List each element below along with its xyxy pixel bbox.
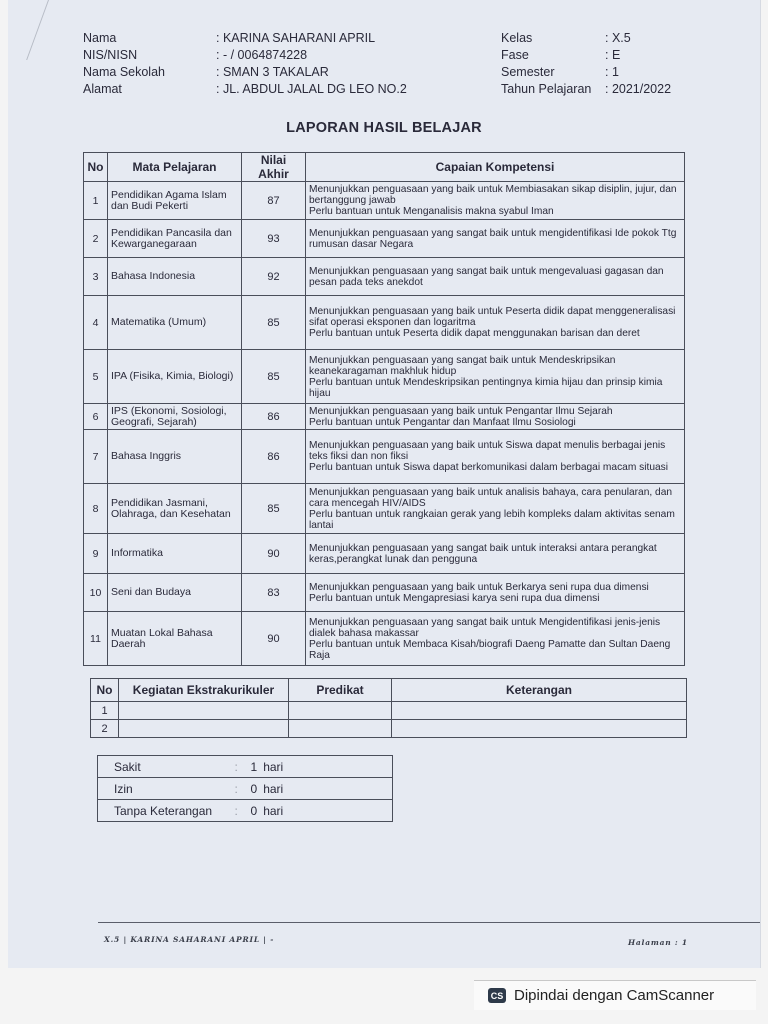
attendance-row — [98, 800, 393, 822]
subject-name: Bahasa Inggris — [108, 430, 242, 484]
activity-remarks — [392, 702, 687, 720]
extracurricular-row — [91, 720, 687, 738]
report-card-page — [8, 0, 761, 968]
identity-value: : E — [605, 48, 621, 62]
activity-name — [119, 702, 289, 720]
identity-label: Semester — [501, 65, 555, 79]
identity-value: : 2021/2022 — [605, 82, 672, 96]
grade-number: 6 — [84, 404, 108, 430]
activity-name — [119, 720, 289, 738]
attendance-value — [248, 800, 393, 822]
identity-label: Nama — [83, 31, 117, 45]
attendance-value — [248, 756, 393, 778]
final-score: 93 — [242, 220, 306, 258]
grades-row — [84, 574, 685, 612]
subject-name: Bahasa Indonesia — [108, 258, 242, 296]
identity-label: Kelas — [501, 31, 533, 45]
grade-number: 11 — [84, 612, 108, 666]
column-header-competency: Capaian Kompetensi — [306, 153, 685, 182]
competency-description: Menunjukkan penguasaan yang sangat baik untuk interaksi antara perangkat keras,perangkat lunak dan pengguna — [306, 534, 685, 574]
competency-description: Menunjukkan penguasaan yang baik untuk Membiasakan sikap disiplin, jujur, dan bertanggung jawab Perlu bantuan untuk Menganalisis makna syabul Iman — [306, 182, 685, 220]
grades-row — [84, 534, 685, 574]
grade-number: 2 — [84, 220, 108, 258]
identity-value: : 1 — [605, 65, 619, 79]
page-title: LAPORAN HASIL BELAJAR — [286, 120, 482, 136]
final-score: 85 — [242, 350, 306, 404]
attendance-label: Tanpa Keterangan — [98, 800, 232, 822]
identity-label: NIS/NISN — [83, 48, 138, 62]
identity-value: : SMAN 3 TAKALAR — [216, 65, 329, 79]
subject-name: IPA (Fisika, Kimia, Biologi) — [108, 350, 242, 404]
grades-row — [84, 258, 685, 296]
attendance-row — [98, 778, 393, 800]
competency-description: Menunjukkan penguasaan yang sangat baik untuk Mendeskripsikan keanekaragaman makhluk hidup Perlu bantuan untuk Mendeskripsikan pentingnya kimia hijau dan prinsip kimia hijau — [306, 350, 685, 404]
grade-number: 9 — [84, 534, 108, 574]
identity-value: : KARINA SAHARANI APRIL — [216, 31, 376, 45]
grades-header-row — [84, 153, 685, 182]
identity-value: : X.5 — [605, 31, 631, 45]
activity-number: 1 — [91, 702, 119, 720]
attendance-colon: : — [232, 756, 248, 778]
activity-predicate — [289, 720, 392, 738]
activity-number: 2 — [91, 720, 119, 738]
grade-number: 3 — [84, 258, 108, 296]
grades-table — [83, 152, 685, 666]
activity-remarks — [392, 720, 687, 738]
attendance-label: Izin — [98, 778, 232, 800]
attendance-value — [248, 778, 393, 800]
extracurricular-table — [90, 678, 687, 738]
footer-student-info: X.5 | KARINA SAHARANI APRIL | - — [104, 935, 275, 944]
identity-value: : - / 0064874228 — [216, 48, 308, 62]
camscanner-icon: CS — [488, 988, 506, 1003]
attendance-count: 0 — [250, 803, 258, 818]
identity-value: : JL. ABDUL JALAL DG LEO NO.2 — [216, 82, 407, 96]
attendance-colon: : — [232, 778, 248, 800]
grade-number: 5 — [84, 350, 108, 404]
final-score: 85 — [242, 484, 306, 534]
grades-row — [84, 220, 685, 258]
competency-description: Menunjukkan penguasaan yang baik untuk Pengantar Ilmu Sejarah Perlu bantuan untuk Pengantar dan Manfaat Ilmu Sosiologi — [306, 404, 685, 430]
competency-description: Menunjukkan penguasaan yang sangat baik untuk mengidentifikasi Ide pokok Ttg rumusan dasar Negara — [306, 220, 685, 258]
grade-number: 4 — [84, 296, 108, 350]
competency-description: Menunjukkan penguasaan yang baik untuk analisis bahaya, cara penularan, dan cara mencegah HIV/AIDS Perlu bantuan untuk rangkaian gerak yang lebih kompleks dalam aktivitas senam lantai — [306, 484, 685, 534]
identity-label: Nama Sekolah — [83, 65, 165, 79]
identity-label: Tahun Pelajaran — [501, 82, 592, 96]
subject-name: Matematika (Umum) — [108, 296, 242, 350]
grades-row — [84, 430, 685, 484]
final-score: 92 — [242, 258, 306, 296]
grade-number: 8 — [84, 484, 108, 534]
activity-predicate — [289, 702, 392, 720]
camscanner-watermark — [474, 980, 756, 1010]
attendance-table — [97, 755, 393, 822]
competency-description: Menunjukkan penguasaan yang baik untuk Berkarya seni rupa dua dimensi Perlu bantuan untuk Mengapresiasi karya seni rupa dua dimensi — [306, 574, 685, 612]
column-header-predicate: Predikat — [289, 679, 392, 702]
attendance-unit: hari — [263, 759, 284, 774]
competency-description: Menunjukkan penguasaan yang sangat baik untuk mengevaluasi gagasan dan pesan pada teks anekdot — [306, 258, 685, 296]
grade-number: 1 — [84, 182, 108, 220]
attendance-colon: : — [232, 800, 248, 822]
competency-description: Menunjukkan penguasaan yang baik untuk Peserta didik dapat menggeneralisasi sifat operasi eksponen dan logaritma Perlu bantuan untuk Peserta didik dapat menggunakan barisan dan deret — [306, 296, 685, 350]
subject-name: Pendidikan Pancasila dan Kewarganegaraan — [108, 220, 242, 258]
final-score: 86 — [242, 404, 306, 430]
subject-name: Pendidikan Agama Islam dan Budi Pekerti — [108, 182, 242, 220]
competency-description: Menunjukkan penguasaan yang sangat baik untuk Mengidentifikasi jenis-jenis dialek bahasa makassar Perlu bantuan untuk Membaca Kisah/biografi Daeng Pamatte dan Sultan Daeng Raja — [306, 612, 685, 666]
extracurricular-row — [91, 702, 687, 720]
grades-row — [84, 404, 685, 430]
attendance-count: 0 — [250, 781, 258, 796]
final-score: 83 — [242, 574, 306, 612]
watermark-text: Dipindai dengan CamScanner — [514, 987, 715, 1004]
grade-number: 10 — [84, 574, 108, 612]
competency-description: Menunjukkan penguasaan yang baik untuk Siswa dapat menulis berbagai jenis teks fiksi dan non fiksi Perlu bantuan untuk Siswa dapat berkomunikasi dalam berbagai macam situasi — [306, 430, 685, 484]
subject-name: Informatika — [108, 534, 242, 574]
column-header-subject: Mata Pelajaran — [108, 153, 242, 182]
attendance-unit: hari — [263, 781, 284, 796]
column-header-activity: Kegiatan Ekstrakurikuler — [119, 679, 289, 702]
grades-row — [84, 182, 685, 220]
identity-label: Fase — [501, 48, 529, 62]
final-score: 87 — [242, 182, 306, 220]
attendance-unit: hari — [263, 803, 284, 818]
subject-name: Muatan Lokal Bahasa Daerah — [108, 612, 242, 666]
grades-row — [84, 296, 685, 350]
attendance-label: Sakit — [98, 756, 232, 778]
attendance-row — [98, 756, 393, 778]
paper-fold-line — [8, 0, 49, 60]
final-score: 86 — [242, 430, 306, 484]
column-header-remarks: Keterangan — [392, 679, 687, 702]
final-score: 90 — [242, 534, 306, 574]
grades-row — [84, 350, 685, 404]
final-score: 85 — [242, 296, 306, 350]
subject-name: Seni dan Budaya — [108, 574, 242, 612]
final-score: 90 — [242, 612, 306, 666]
grade-number: 7 — [84, 430, 108, 484]
column-header-no: No — [91, 679, 119, 702]
extracurricular-header-row — [91, 679, 687, 702]
identity-label: Alamat — [83, 82, 122, 96]
grades-row — [84, 484, 685, 534]
subject-name: IPS (Ekonomi, Sosiologi, Geografi, Sejarah) — [108, 404, 242, 430]
subject-name: Pendidikan Jasmani, Olahraga, dan Kesehatan — [108, 484, 242, 534]
attendance-count: 1 — [250, 759, 258, 774]
grades-row — [84, 612, 685, 666]
footer-divider — [98, 922, 761, 923]
column-header-no: No — [84, 153, 108, 182]
column-header-final-score: Nilai Akhir — [242, 153, 306, 182]
footer-page-number: Halaman : 1 — [628, 938, 688, 947]
